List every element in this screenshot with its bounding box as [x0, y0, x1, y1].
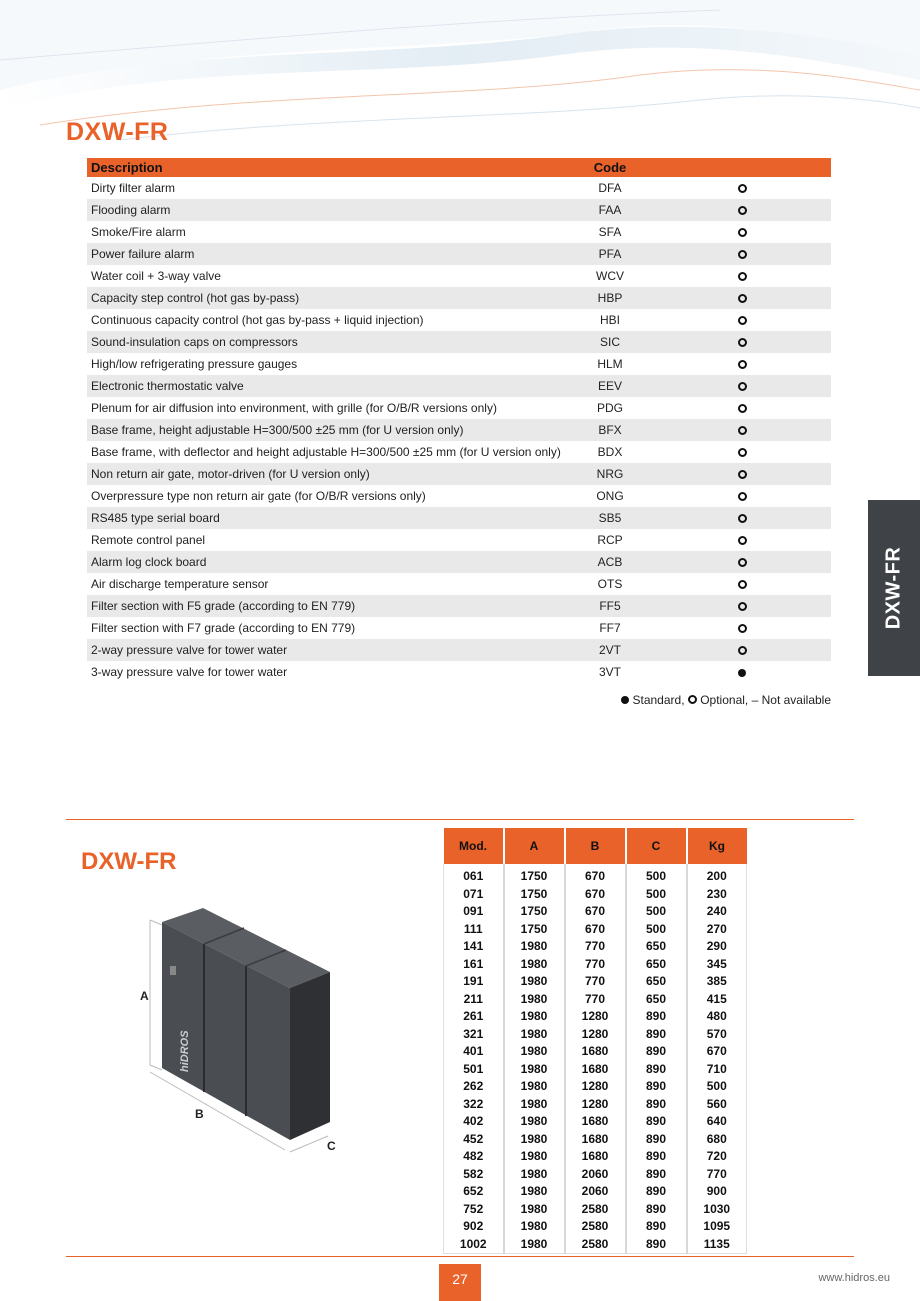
page-title: DXW-FR — [66, 118, 169, 146]
dimension-cell: 1980 — [504, 956, 565, 974]
dimension-cell: 270 — [687, 921, 747, 939]
model-title: DXW-FR — [81, 848, 177, 875]
dimension-label-a: A — [140, 989, 149, 1003]
option-availability — [653, 551, 831, 573]
option-row — [87, 265, 831, 287]
dimension-cell: 290 — [687, 938, 747, 956]
dimension-cell: 321 — [444, 1026, 504, 1044]
dimension-row — [444, 991, 747, 1009]
dimension-cell: 720 — [687, 1148, 747, 1166]
option-availability — [653, 309, 831, 331]
dimensions-table — [443, 828, 747, 1254]
dimensions-table-header — [444, 828, 747, 864]
option-row — [87, 287, 831, 309]
dimensions-table-body — [444, 864, 747, 1254]
dimension-cell: 091 — [444, 903, 504, 921]
dimension-row — [444, 938, 747, 956]
dimension-cell: 890 — [626, 1201, 687, 1219]
dimension-cell: 1980 — [504, 1148, 565, 1166]
dimension-cell: 1980 — [504, 1166, 565, 1184]
dimension-cell: 1980 — [504, 1201, 565, 1219]
dimension-cell: 230 — [687, 886, 747, 904]
dimension-cell: 500 — [626, 903, 687, 921]
option-code: FAA — [567, 199, 653, 221]
optional-ring-icon — [738, 228, 747, 237]
optional-ring-icon — [688, 695, 697, 704]
dimension-cell: 1750 — [504, 864, 565, 886]
dimension-cell: 262 — [444, 1078, 504, 1096]
optional-ring-icon — [738, 404, 747, 413]
option-availability — [653, 287, 831, 309]
dimension-cell: 1980 — [504, 938, 565, 956]
dimension-cell: 770 — [565, 973, 626, 991]
dimension-cell: 1980 — [504, 1218, 565, 1236]
side-tab — [868, 500, 920, 676]
option-row — [87, 441, 831, 463]
dimension-cell: 1980 — [504, 1026, 565, 1044]
option-code: SB5 — [567, 507, 653, 529]
dimension-row — [444, 1096, 747, 1114]
optional-ring-icon — [738, 580, 747, 589]
option-code: HBI — [599, 313, 620, 327]
dimension-cell: 111 — [444, 921, 504, 939]
option-row — [87, 199, 831, 221]
options-table-body — [87, 177, 831, 683]
option-availability — [653, 199, 831, 221]
option-description: Remote control panel — [91, 533, 206, 547]
option-code: PDG — [596, 401, 623, 415]
optional-ring-icon — [738, 184, 747, 193]
dimension-cell: 890 — [626, 1183, 687, 1201]
section-divider-bottom — [66, 1256, 854, 1257]
option-row — [87, 639, 831, 661]
option-availability — [653, 265, 831, 287]
optional-ring-icon — [738, 448, 747, 457]
option-availability — [653, 177, 831, 199]
option-row — [87, 529, 831, 551]
dimension-cell: 1280 — [565, 1008, 626, 1026]
option-row — [87, 463, 831, 485]
dimension-row — [444, 1113, 747, 1131]
dimension-row — [444, 956, 747, 974]
dimension-cell: 1980 — [504, 991, 565, 1009]
option-description: Overpressure type non return air gate (for O/B/R versions only) — [91, 489, 426, 503]
optional-ring-icon — [738, 272, 747, 281]
dimension-cell: 752 — [444, 1201, 504, 1219]
option-description: RS485 type serial board — [87, 507, 567, 529]
option-availability — [653, 441, 831, 463]
dimension-row — [444, 1061, 747, 1079]
option-description: 2-way pressure valve for tower water — [87, 639, 567, 661]
option-code: 3VT — [598, 665, 621, 679]
optional-ring-icon — [738, 426, 747, 435]
option-code: FF7 — [599, 621, 621, 635]
dimension-cell: 650 — [626, 973, 687, 991]
option-row — [87, 485, 831, 507]
dimension-cell: 500 — [687, 1078, 747, 1096]
optional-ring-icon — [738, 558, 747, 567]
dimension-cell: 1680 — [565, 1043, 626, 1061]
dimension-cell: 560 — [687, 1096, 747, 1114]
dimension-cell: 402 — [444, 1113, 504, 1131]
dimension-cell: 1680 — [565, 1113, 626, 1131]
dimension-cell: 500 — [626, 886, 687, 904]
option-description: Flooding alarm — [87, 199, 567, 221]
option-description: Electronic thermostatic valve — [87, 375, 567, 397]
dimension-cell: 1680 — [565, 1148, 626, 1166]
option-row — [87, 177, 831, 199]
dimension-cell: 500 — [626, 921, 687, 939]
dimension-cell: 890 — [626, 1061, 687, 1079]
dimension-cell: 385 — [687, 973, 747, 991]
option-code: ACB — [567, 551, 653, 573]
dimension-label-c: C — [327, 1139, 336, 1153]
option-availability — [653, 221, 831, 243]
dimension-cell: 890 — [626, 1043, 687, 1061]
optional-ring-icon — [738, 294, 747, 303]
option-description: Plenum for air diffusion into environment, with grille (for O/B/R versions only) — [91, 401, 497, 415]
dimension-row — [444, 864, 747, 886]
option-code: PFA — [567, 243, 653, 265]
option-description: Air discharge temperature sensor — [91, 577, 269, 591]
option-code: ONG — [596, 489, 624, 503]
website-url: www.hidros.eu — [818, 1272, 890, 1284]
dimension-header: Kg — [687, 828, 747, 864]
dimension-cell: 890 — [626, 1026, 687, 1044]
dimension-cell: 322 — [444, 1096, 504, 1114]
dimension-cell: 890 — [626, 1131, 687, 1149]
dimension-cell: 1030 — [687, 1201, 747, 1219]
option-row — [87, 551, 831, 573]
option-description: Power failure alarm — [87, 243, 567, 265]
dimension-cell: 1750 — [504, 921, 565, 939]
brand-logo: hiDROS — [179, 1030, 191, 1072]
option-code: SIC — [567, 331, 653, 353]
dimension-row — [444, 886, 747, 904]
optional-ring-icon — [738, 646, 747, 655]
optional-ring-icon — [738, 316, 747, 325]
option-description: Capacity step control (hot gas by-pass) — [87, 287, 567, 309]
dimension-cell: 211 — [444, 991, 504, 1009]
option-description: Dirty filter alarm — [91, 181, 176, 195]
standard-dot-icon — [738, 669, 746, 677]
dimension-cell: 650 — [626, 991, 687, 1009]
header-code: Code — [567, 158, 653, 177]
dimension-row — [444, 921, 747, 939]
dimension-row — [444, 1218, 747, 1236]
header-description: Description — [87, 158, 567, 177]
dimension-header: A — [504, 828, 565, 864]
dimension-cell: 670 — [565, 921, 626, 939]
option-code: RCP — [597, 533, 623, 547]
option-availability — [653, 507, 831, 529]
dimension-row — [444, 1183, 747, 1201]
dimension-cell: 890 — [626, 1148, 687, 1166]
dimension-cell: 061 — [444, 864, 504, 886]
dimension-cell: 1980 — [504, 1096, 565, 1114]
option-availability — [653, 353, 831, 375]
dimension-cell: 480 — [687, 1008, 747, 1026]
dimension-cell: 652 — [444, 1183, 504, 1201]
option-code: EEV — [567, 375, 653, 397]
option-availability — [653, 529, 831, 551]
option-description: High/low refrigerating pressure gauges — [91, 357, 298, 371]
dimension-cell: 650 — [626, 938, 687, 956]
dimension-cell: 680 — [687, 1131, 747, 1149]
dimension-label-b: B — [195, 1107, 204, 1121]
dimension-row — [444, 1008, 747, 1026]
dimension-cell: 1980 — [504, 1078, 565, 1096]
option-description: Alarm log clock board — [87, 551, 567, 573]
dimension-cell: 501 — [444, 1061, 504, 1079]
legend — [621, 692, 831, 707]
option-row — [87, 221, 831, 243]
optional-ring-icon — [738, 206, 747, 215]
legend-not-available: Not available — [761, 692, 831, 707]
optional-ring-icon — [738, 624, 747, 633]
dimension-cell: 415 — [687, 991, 747, 1009]
dimension-cell: 710 — [687, 1061, 747, 1079]
dimension-cell: 900 — [687, 1183, 747, 1201]
dimension-cell: 890 — [626, 1218, 687, 1236]
dimension-row — [444, 1043, 747, 1061]
dimension-cell: 770 — [687, 1166, 747, 1184]
option-description: Water coil + 3-way valve — [91, 269, 221, 283]
dimension-cell: 1980 — [504, 1236, 565, 1254]
dimension-row — [444, 1026, 747, 1044]
dimension-cell: 1680 — [565, 1061, 626, 1079]
dimension-cell: 1980 — [504, 1183, 565, 1201]
legend-optional: Optional, — [700, 692, 749, 707]
dimension-cell: 1750 — [504, 886, 565, 904]
option-description: Non return air gate, motor-driven (for U version only) — [87, 463, 567, 485]
option-description: Filter section with F5 grade (according to EN 779) — [87, 595, 567, 617]
option-code: DFA — [598, 181, 622, 195]
option-code: HLM — [597, 357, 623, 371]
dimension-row — [444, 1148, 747, 1166]
dimension-cell: 890 — [626, 1236, 687, 1254]
option-availability — [653, 485, 831, 507]
dimension-cell: 1280 — [565, 1096, 626, 1114]
dimension-cell: 1680 — [565, 1131, 626, 1149]
option-row — [87, 573, 831, 595]
dimension-cell: 452 — [444, 1131, 504, 1149]
dimension-cell: 1980 — [504, 1113, 565, 1131]
option-description: Sound-insulation caps on compressors — [87, 331, 567, 353]
option-row — [87, 507, 831, 529]
dimension-cell: 240 — [687, 903, 747, 921]
dimension-cell: 191 — [444, 973, 504, 991]
optional-ring-icon — [738, 470, 747, 479]
dimension-cell: 1980 — [504, 1043, 565, 1061]
option-availability — [653, 639, 831, 661]
option-code: OTS — [597, 577, 623, 591]
dimension-cell: 890 — [626, 1113, 687, 1131]
option-code: BDX — [597, 445, 623, 459]
dimension-cell: 890 — [626, 1008, 687, 1026]
dimension-cell: 890 — [626, 1166, 687, 1184]
dimension-row — [444, 1078, 747, 1096]
standard-dot-icon — [621, 696, 629, 704]
dimension-cell: 1980 — [504, 1008, 565, 1026]
option-description: 3-way pressure valve for tower water — [91, 665, 288, 679]
dimension-row — [444, 1201, 747, 1219]
options-table-header — [87, 158, 831, 177]
dimension-cell: 770 — [565, 956, 626, 974]
dimension-row — [444, 903, 747, 921]
dimension-cell: 141 — [444, 938, 504, 956]
option-code: BFX — [567, 419, 653, 441]
dimension-cell: 670 — [687, 1043, 747, 1061]
header-availability — [653, 158, 831, 177]
dimension-cell: 1980 — [504, 973, 565, 991]
option-availability — [653, 661, 831, 683]
dimension-row — [444, 1131, 747, 1149]
dimension-cell: 261 — [444, 1008, 504, 1026]
optional-ring-icon — [738, 536, 747, 545]
dimension-cell: 200 — [687, 864, 747, 886]
optional-ring-icon — [738, 514, 747, 523]
option-code: SFA — [598, 225, 622, 239]
dimension-cell: 1135 — [687, 1236, 747, 1254]
option-code: FF5 — [567, 595, 653, 617]
option-availability — [653, 463, 831, 485]
option-row — [87, 353, 831, 375]
option-availability — [653, 595, 831, 617]
option-code: WCV — [596, 269, 624, 283]
dimension-header: Mod. — [444, 828, 504, 864]
option-row — [87, 419, 831, 441]
option-description: Base frame, with deflector and height adjustable H=300/500 ±25 mm (for U version only) — [91, 445, 561, 459]
option-description: Filter section with F7 grade (according to EN 779) — [91, 621, 356, 635]
dimension-header: C — [626, 828, 687, 864]
dimension-cell: 582 — [444, 1166, 504, 1184]
option-row — [87, 331, 831, 353]
option-row — [87, 397, 831, 419]
dimension-cell: 1095 — [687, 1218, 747, 1236]
option-description: Base frame, height adjustable H=300/500 ±25 mm (for U version only) — [87, 419, 567, 441]
dimension-cell: 1280 — [565, 1078, 626, 1096]
dimension-row — [444, 973, 747, 991]
dimension-cell: 345 — [687, 956, 747, 974]
option-code: NRG — [567, 463, 653, 485]
option-row — [87, 595, 831, 617]
dimension-cell: 890 — [626, 1078, 687, 1096]
optional-ring-icon — [738, 360, 747, 369]
dimension-cell: 2580 — [565, 1218, 626, 1236]
option-code: 2VT — [567, 639, 653, 661]
option-row — [87, 661, 831, 683]
dimension-cell: 1280 — [565, 1026, 626, 1044]
option-description: Continuous capacity control (hot gas by-pass + liquid injection) — [91, 313, 424, 327]
dimension-cell: 401 — [444, 1043, 504, 1061]
dimension-cell: 2580 — [565, 1236, 626, 1254]
dimension-row — [444, 1236, 747, 1254]
dimension-header: B — [565, 828, 626, 864]
option-availability — [653, 617, 831, 639]
dimension-cell: 670 — [565, 886, 626, 904]
option-availability — [653, 331, 831, 353]
option-availability — [653, 243, 831, 265]
dimension-cell: 650 — [626, 956, 687, 974]
dimension-cell: 890 — [626, 1096, 687, 1114]
dimension-cell: 770 — [565, 991, 626, 1009]
dimension-cell: 1980 — [504, 1061, 565, 1079]
option-availability — [653, 573, 831, 595]
dimension-cell: 2060 — [565, 1183, 626, 1201]
dimension-cell: 2060 — [565, 1166, 626, 1184]
dimension-cell: 670 — [565, 864, 626, 886]
option-availability — [653, 419, 831, 441]
dimension-cell: 902 — [444, 1218, 504, 1236]
legend-dash: – — [751, 692, 759, 707]
section-divider-top — [66, 819, 854, 820]
dimension-cell: 1980 — [504, 1131, 565, 1149]
options-table — [87, 158, 831, 683]
option-row — [87, 617, 831, 639]
dimension-row — [444, 1166, 747, 1184]
option-row — [87, 243, 831, 265]
option-availability — [653, 375, 831, 397]
dimension-cell: 2580 — [565, 1201, 626, 1219]
option-description: Smoke/Fire alarm — [91, 225, 186, 239]
dimension-cell: 670 — [565, 903, 626, 921]
optional-ring-icon — [738, 382, 747, 391]
dimension-cell: 640 — [687, 1113, 747, 1131]
optional-ring-icon — [738, 492, 747, 501]
side-tab-label: DXW-FR — [882, 546, 905, 630]
optional-ring-icon — [738, 250, 747, 259]
optional-ring-icon — [738, 602, 747, 611]
optional-ring-icon — [738, 338, 747, 347]
unit-illustration — [140, 900, 350, 1160]
dimension-cell: 1002 — [444, 1236, 504, 1254]
page-number: 27 — [439, 1264, 481, 1301]
dimension-cell: 1750 — [504, 903, 565, 921]
dimension-cell: 770 — [565, 938, 626, 956]
option-row — [87, 309, 831, 331]
option-availability — [653, 397, 831, 419]
dimension-cell: 482 — [444, 1148, 504, 1166]
dimension-cell: 570 — [687, 1026, 747, 1044]
dimension-cell: 161 — [444, 956, 504, 974]
legend-standard: Standard, — [632, 692, 685, 707]
dimension-cell: 071 — [444, 886, 504, 904]
dimension-cell: 500 — [626, 864, 687, 886]
option-code: HBP — [567, 287, 653, 309]
option-row — [87, 375, 831, 397]
